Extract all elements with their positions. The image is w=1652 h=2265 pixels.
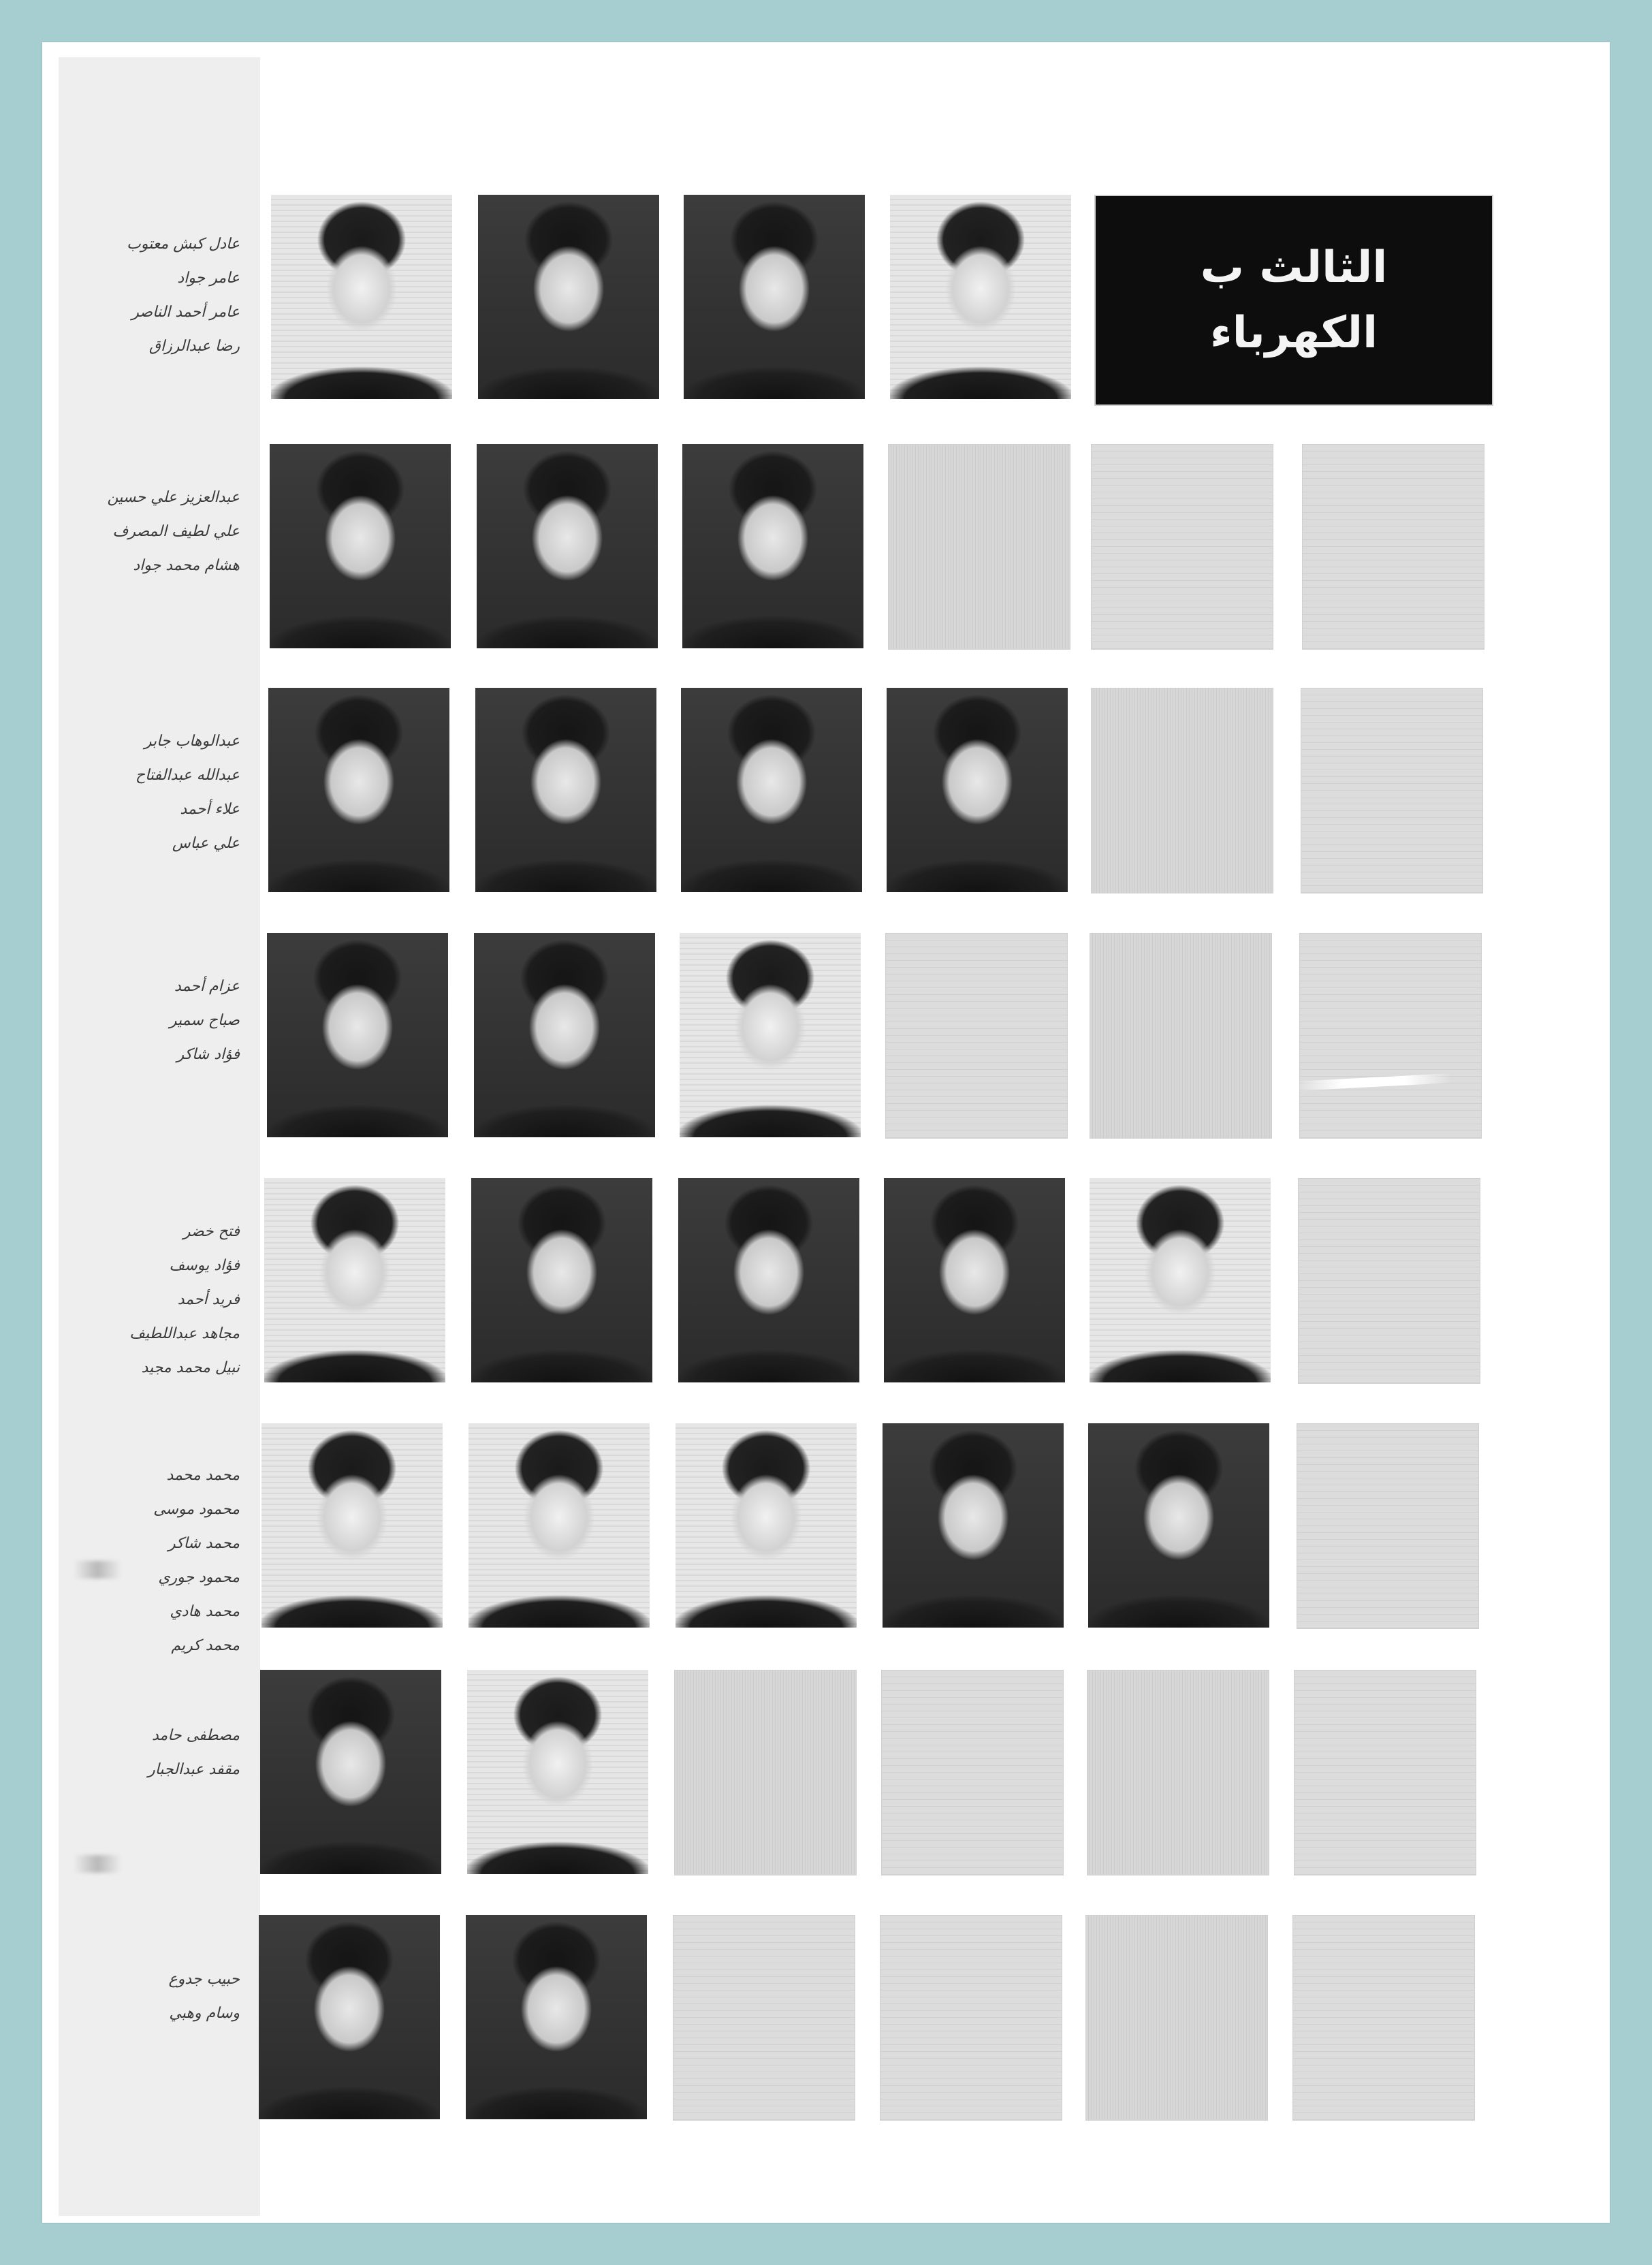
empty-photo-frame [885, 933, 1068, 1139]
student-photo [467, 1670, 648, 1874]
student-photo [267, 933, 448, 1137]
empty-photo-frame [1091, 688, 1273, 893]
student-name: عزام أحمد [174, 978, 240, 995]
student-name: فؤاد شاكر [176, 1046, 240, 1063]
student-photo [471, 1178, 652, 1382]
student-name: صباح سمير [169, 1012, 240, 1029]
student-name: عامر أحمد الناصر [131, 304, 240, 321]
student-name: عادل كبش معتوب [127, 236, 240, 253]
empty-photo-frame [1087, 1670, 1269, 1875]
student-photo [680, 933, 861, 1137]
photo-row-2 [42, 444, 1610, 648]
empty-photo-frame [1090, 933, 1272, 1139]
empty-photo-frame [1297, 1423, 1479, 1629]
student-name: رضا عبدالرزاق [148, 338, 240, 355]
photo-row-7 [42, 1670, 1610, 1874]
student-name: فتح خضر [182, 1223, 240, 1240]
student-name: هشام محمد جواد [133, 557, 240, 574]
empty-photo-frame [1299, 933, 1482, 1139]
empty-photo-frame [1292, 1915, 1475, 2121]
student-photo [884, 1178, 1065, 1382]
student-photo [466, 1915, 647, 2119]
empty-photo-frame [1294, 1670, 1476, 1875]
student-photo [890, 195, 1071, 399]
student-photo [1088, 1423, 1269, 1628]
student-name: محمد شاكر [168, 1535, 240, 1552]
student-photo [474, 933, 655, 1137]
photo-row-5 [42, 1178, 1610, 1382]
photo-row-8 [42, 1915, 1610, 2119]
student-name: علي لطيف المصرف [112, 523, 240, 540]
student-photo [260, 1670, 441, 1874]
class-banner [1094, 195, 1493, 406]
student-photo [261, 1423, 443, 1628]
empty-photo-frame [1302, 444, 1484, 650]
student-photo [478, 195, 659, 399]
student-name: عبدالعزيز علي حسين [107, 489, 240, 506]
student-name: مقفد عبدالجبار [148, 1761, 240, 1778]
student-photo [887, 688, 1068, 892]
student-photo [678, 1178, 859, 1382]
student-name: فؤاد يوسف [169, 1257, 240, 1274]
student-photo [1090, 1178, 1271, 1382]
empty-photo-frame [888, 444, 1070, 650]
yearbook-page [42, 42, 1610, 2223]
student-name: علاء أحمد [180, 801, 240, 818]
empty-photo-frame [673, 1915, 855, 2121]
student-photo [475, 688, 656, 892]
empty-photo-frame [1301, 688, 1483, 893]
empty-photo-frame [674, 1670, 857, 1875]
empty-photo-frame [880, 1915, 1062, 2121]
student-name: حبيب جدوع [168, 1971, 240, 1988]
student-name: محمد كريم [171, 1637, 240, 1654]
empty-photo-frame [1085, 1915, 1268, 2121]
student-photo [268, 688, 449, 892]
student-name: محمود جوري [158, 1569, 240, 1586]
student-photo [477, 444, 658, 648]
empty-photo-frame [881, 1670, 1064, 1875]
student-name: مجاهد عبداللطيف [129, 1325, 240, 1342]
student-photo [681, 688, 862, 892]
student-name: وسام وهبي [169, 2005, 240, 2022]
empty-photo-frame [1298, 1178, 1480, 1384]
student-name: عبدالوهاب جابر [144, 733, 240, 750]
student-name: عامر جواد [177, 270, 240, 287]
student-name: فريد أحمد [177, 1291, 240, 1308]
photo-row-3 [42, 688, 1610, 892]
department-title: الكهرباء [1209, 308, 1378, 358]
photo-row-6 [42, 1423, 1610, 1628]
student-photo [468, 1423, 650, 1628]
student-name: عبدالله عبدالفتاح [135, 767, 240, 784]
student-name: محمد محمد [166, 1467, 240, 1484]
student-name: محمود موسى [153, 1501, 240, 1518]
student-name: نبيل محمد مجيد [141, 1359, 240, 1376]
class-title: الثالث ب [1200, 242, 1388, 293]
student-name: محمد هادي [170, 1603, 240, 1620]
student-photo [271, 195, 452, 399]
student-photo [259, 1915, 440, 2119]
student-name: علي عباس [172, 835, 240, 852]
student-photo [883, 1423, 1064, 1628]
student-name: مصطفى حامد [151, 1727, 240, 1744]
student-photo [264, 1178, 445, 1382]
student-photo [682, 444, 863, 648]
student-photo [676, 1423, 857, 1628]
student-photo [270, 444, 451, 648]
student-photo [684, 195, 865, 399]
photo-row-4 [42, 933, 1610, 1137]
empty-photo-frame [1091, 444, 1273, 650]
